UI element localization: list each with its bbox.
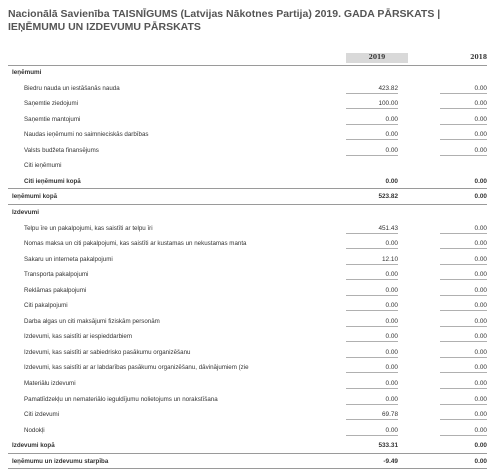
table-row (0, 393, 492, 406)
row-label: Izdevumi kopā (12, 442, 55, 450)
value-2018: 0.00 (474, 442, 487, 450)
value-2019: 0.00 (385, 395, 398, 403)
value-underline-2019 (346, 357, 398, 358)
value-underline-2019 (346, 233, 398, 234)
value-underline-2018 (440, 124, 487, 125)
value-2019: 0.00 (385, 380, 398, 387)
value-2018: 0.00 (474, 317, 487, 325)
value-2019: 0.00 (385, 115, 398, 123)
table-row (0, 377, 492, 390)
row-label: Saņemtie ziedojumi (24, 100, 78, 108)
value-underline-2019 (346, 388, 398, 389)
value-underline-2018 (440, 341, 487, 342)
table-row (0, 253, 492, 266)
table-row (0, 222, 492, 235)
value-underline-2018 (440, 310, 487, 311)
table-row (0, 82, 492, 95)
value-underline-2018 (440, 326, 487, 327)
value-2018: 0.00 (474, 395, 487, 403)
section-heading (0, 206, 492, 219)
value-2019: 0.00 (385, 271, 398, 279)
value-2018: 0.00 (474, 411, 487, 419)
report-title: Nacionālā Savienība TAISNĪGUMS (Latvijas Nākotnes Partija) 2019. GADA PĀRSKATS | IEŅĒMUMU UN IZDEVUMU PĀRSKATS (8, 8, 441, 33)
value-underline-2019 (346, 372, 398, 373)
section-heading (0, 66, 492, 79)
row-label: Transporta pakalpojumi (24, 271, 89, 279)
table-row (0, 284, 492, 297)
row-label: Nomas maksa un citi pakalpojumi, kas saistīti ar kustamas un nekustamas manta (24, 240, 247, 248)
table-row (0, 424, 492, 437)
value-2018: 0.00 (474, 224, 487, 232)
value-underline-2019 (346, 310, 398, 311)
row-label: Materiālu izdevumi (24, 380, 76, 387)
value-underline-2019 (346, 435, 398, 436)
row-label: Nodokļi (24, 426, 45, 434)
value-2019: 0.00 (385, 177, 398, 185)
value-2019: 100.00 (378, 100, 398, 108)
value-underline-2018 (440, 388, 487, 389)
value-underline-2018 (440, 155, 487, 156)
value-2019: 533.31 (378, 442, 398, 450)
value-2018: 0.00 (474, 271, 487, 279)
value-underline-2019 (346, 264, 398, 265)
value-underline-2018 (440, 357, 487, 358)
table-row (0, 361, 492, 374)
table-row (0, 330, 492, 343)
column-header-2019: 2019 (346, 53, 408, 63)
table-row (0, 346, 492, 359)
value-2019: 0.00 (385, 146, 398, 154)
row-label: Saņemtie mantojumi (24, 115, 81, 123)
row-label: Ieņēmumi (12, 69, 42, 76)
value-2019: 0.00 (385, 333, 398, 341)
value-underline-2018 (440, 93, 487, 94)
table-row (0, 144, 492, 157)
table-row (0, 159, 492, 172)
value-2019: 0.00 (385, 364, 398, 372)
value-2018: 0.00 (474, 240, 487, 248)
table-row (0, 408, 492, 421)
value-underline-2018 (440, 233, 487, 234)
value-2019: 69.78 (382, 411, 398, 419)
value-2018: 0.00 (474, 302, 487, 310)
value-2019: -9.49 (383, 457, 398, 465)
row-label: Naudas ieņēmumi no saimnieciskās darbības (24, 131, 149, 139)
value-2019: 0.00 (385, 286, 398, 294)
value-2018: 0.00 (474, 84, 487, 92)
table-row (0, 128, 492, 141)
row-label: Izdevumi (12, 208, 39, 216)
column-header-2018: 2018 (470, 54, 487, 61)
value-underline-2019 (346, 419, 398, 420)
value-underline-2019 (346, 248, 398, 249)
value-2019: 0.00 (385, 131, 398, 139)
row-label: Izdevumi, kas saistīti ar ar labdarības pasākumu organizēšanu, dāvinājumiem (zie (24, 364, 249, 372)
value-underline-2018 (440, 264, 487, 265)
value-underline-2018 (440, 248, 487, 249)
row-label: Izdevumi, kas saistīti ar sabiedrisko pasākumu organizēšanu (24, 348, 191, 356)
value-underline-2019 (346, 295, 398, 296)
value-underline-2018 (440, 279, 487, 280)
row-label: Biedru nauda un iestāšanās nauda (24, 84, 120, 92)
value-2018: 0.00 (474, 380, 487, 387)
table-row (0, 97, 492, 110)
value-underline-2019 (346, 108, 398, 109)
value-2018: 0.00 (474, 333, 487, 341)
value-underline-2019 (346, 124, 398, 125)
row-divider (8, 453, 487, 454)
row-label: Ieņēmumu un izdevumu starpība (12, 457, 109, 465)
value-2018: 0.00 (474, 131, 487, 139)
value-2018: 0.00 (474, 193, 487, 201)
value-underline-2018 (440, 372, 487, 373)
value-2018: 0.00 (474, 364, 487, 372)
value-2019: 0.00 (385, 348, 398, 356)
value-underline-2019 (346, 341, 398, 342)
value-2019: 12.10 (382, 255, 398, 263)
value-2018: 0.00 (474, 348, 487, 356)
value-underline-2018 (440, 404, 487, 405)
value-2019: 0.00 (385, 426, 398, 434)
value-2018: 0.00 (474, 146, 487, 154)
row-label: Citi ieņēmumi (24, 162, 62, 170)
value-2018: 0.00 (474, 457, 487, 465)
row-label: Reklāmas pakalpojumi (24, 286, 87, 294)
table-row (0, 315, 492, 328)
row-label: Izdevumi, kas saistīti ar iespieddarbiem (24, 333, 132, 341)
value-2018: 0.00 (474, 426, 487, 434)
value-2018: 0.00 (474, 115, 487, 123)
value-2018: 0.00 (474, 255, 487, 263)
value-underline-2019 (346, 155, 398, 156)
row-divider (8, 204, 487, 205)
row-label: Citi ieņēmumi kopā (24, 177, 81, 185)
row-label: Ieņēmumi kopā (12, 193, 58, 201)
total-row (0, 190, 492, 203)
value-2019: 423.82 (378, 84, 398, 92)
row-divider (8, 188, 487, 189)
value-2018: 0.00 (474, 286, 487, 294)
table-row (0, 299, 492, 312)
value-underline-2019 (346, 93, 398, 94)
table-row (0, 113, 492, 126)
value-underline-2019 (346, 326, 398, 327)
value-underline-2018 (440, 435, 487, 436)
value-underline-2018 (440, 419, 487, 420)
total-row (0, 455, 492, 468)
value-2019: 0.00 (385, 240, 398, 248)
table-row (0, 237, 492, 250)
total-row (0, 175, 492, 188)
table-row (0, 268, 492, 281)
value-underline-2019 (346, 279, 398, 280)
value-underline-2019 (346, 139, 398, 140)
value-2019: 523.82 (378, 193, 398, 201)
row-label: Pamatlīdzekļu un nemateriālo ieguldījumu nolietojums un norakstīšana (24, 395, 218, 403)
row-label: Citi izdevumi (24, 411, 60, 419)
row-label: Telpu īre un pakalpojumi, kas saistīti ar telpu īri (24, 224, 153, 232)
value-underline-2018 (440, 108, 487, 109)
row-label: Darba algas un citi maksājumi fiziskām personām (24, 317, 160, 325)
row-label: Sakaru un interneta pakalpojumi (24, 255, 113, 263)
value-2019: 451.43 (378, 224, 398, 232)
row-label: Citi pakalpojumi (24, 302, 68, 310)
value-underline-2019 (346, 404, 398, 405)
value-underline-2018 (440, 295, 487, 296)
value-underline-2018 (440, 139, 487, 140)
value-2018: 0.00 (474, 100, 487, 108)
value-2019: 0.00 (385, 302, 398, 310)
value-2018: 0.00 (474, 177, 487, 185)
row-label: Valsts budžeta finansējums (24, 146, 99, 154)
total-row (0, 439, 492, 452)
value-2019: 0.00 (385, 317, 398, 325)
